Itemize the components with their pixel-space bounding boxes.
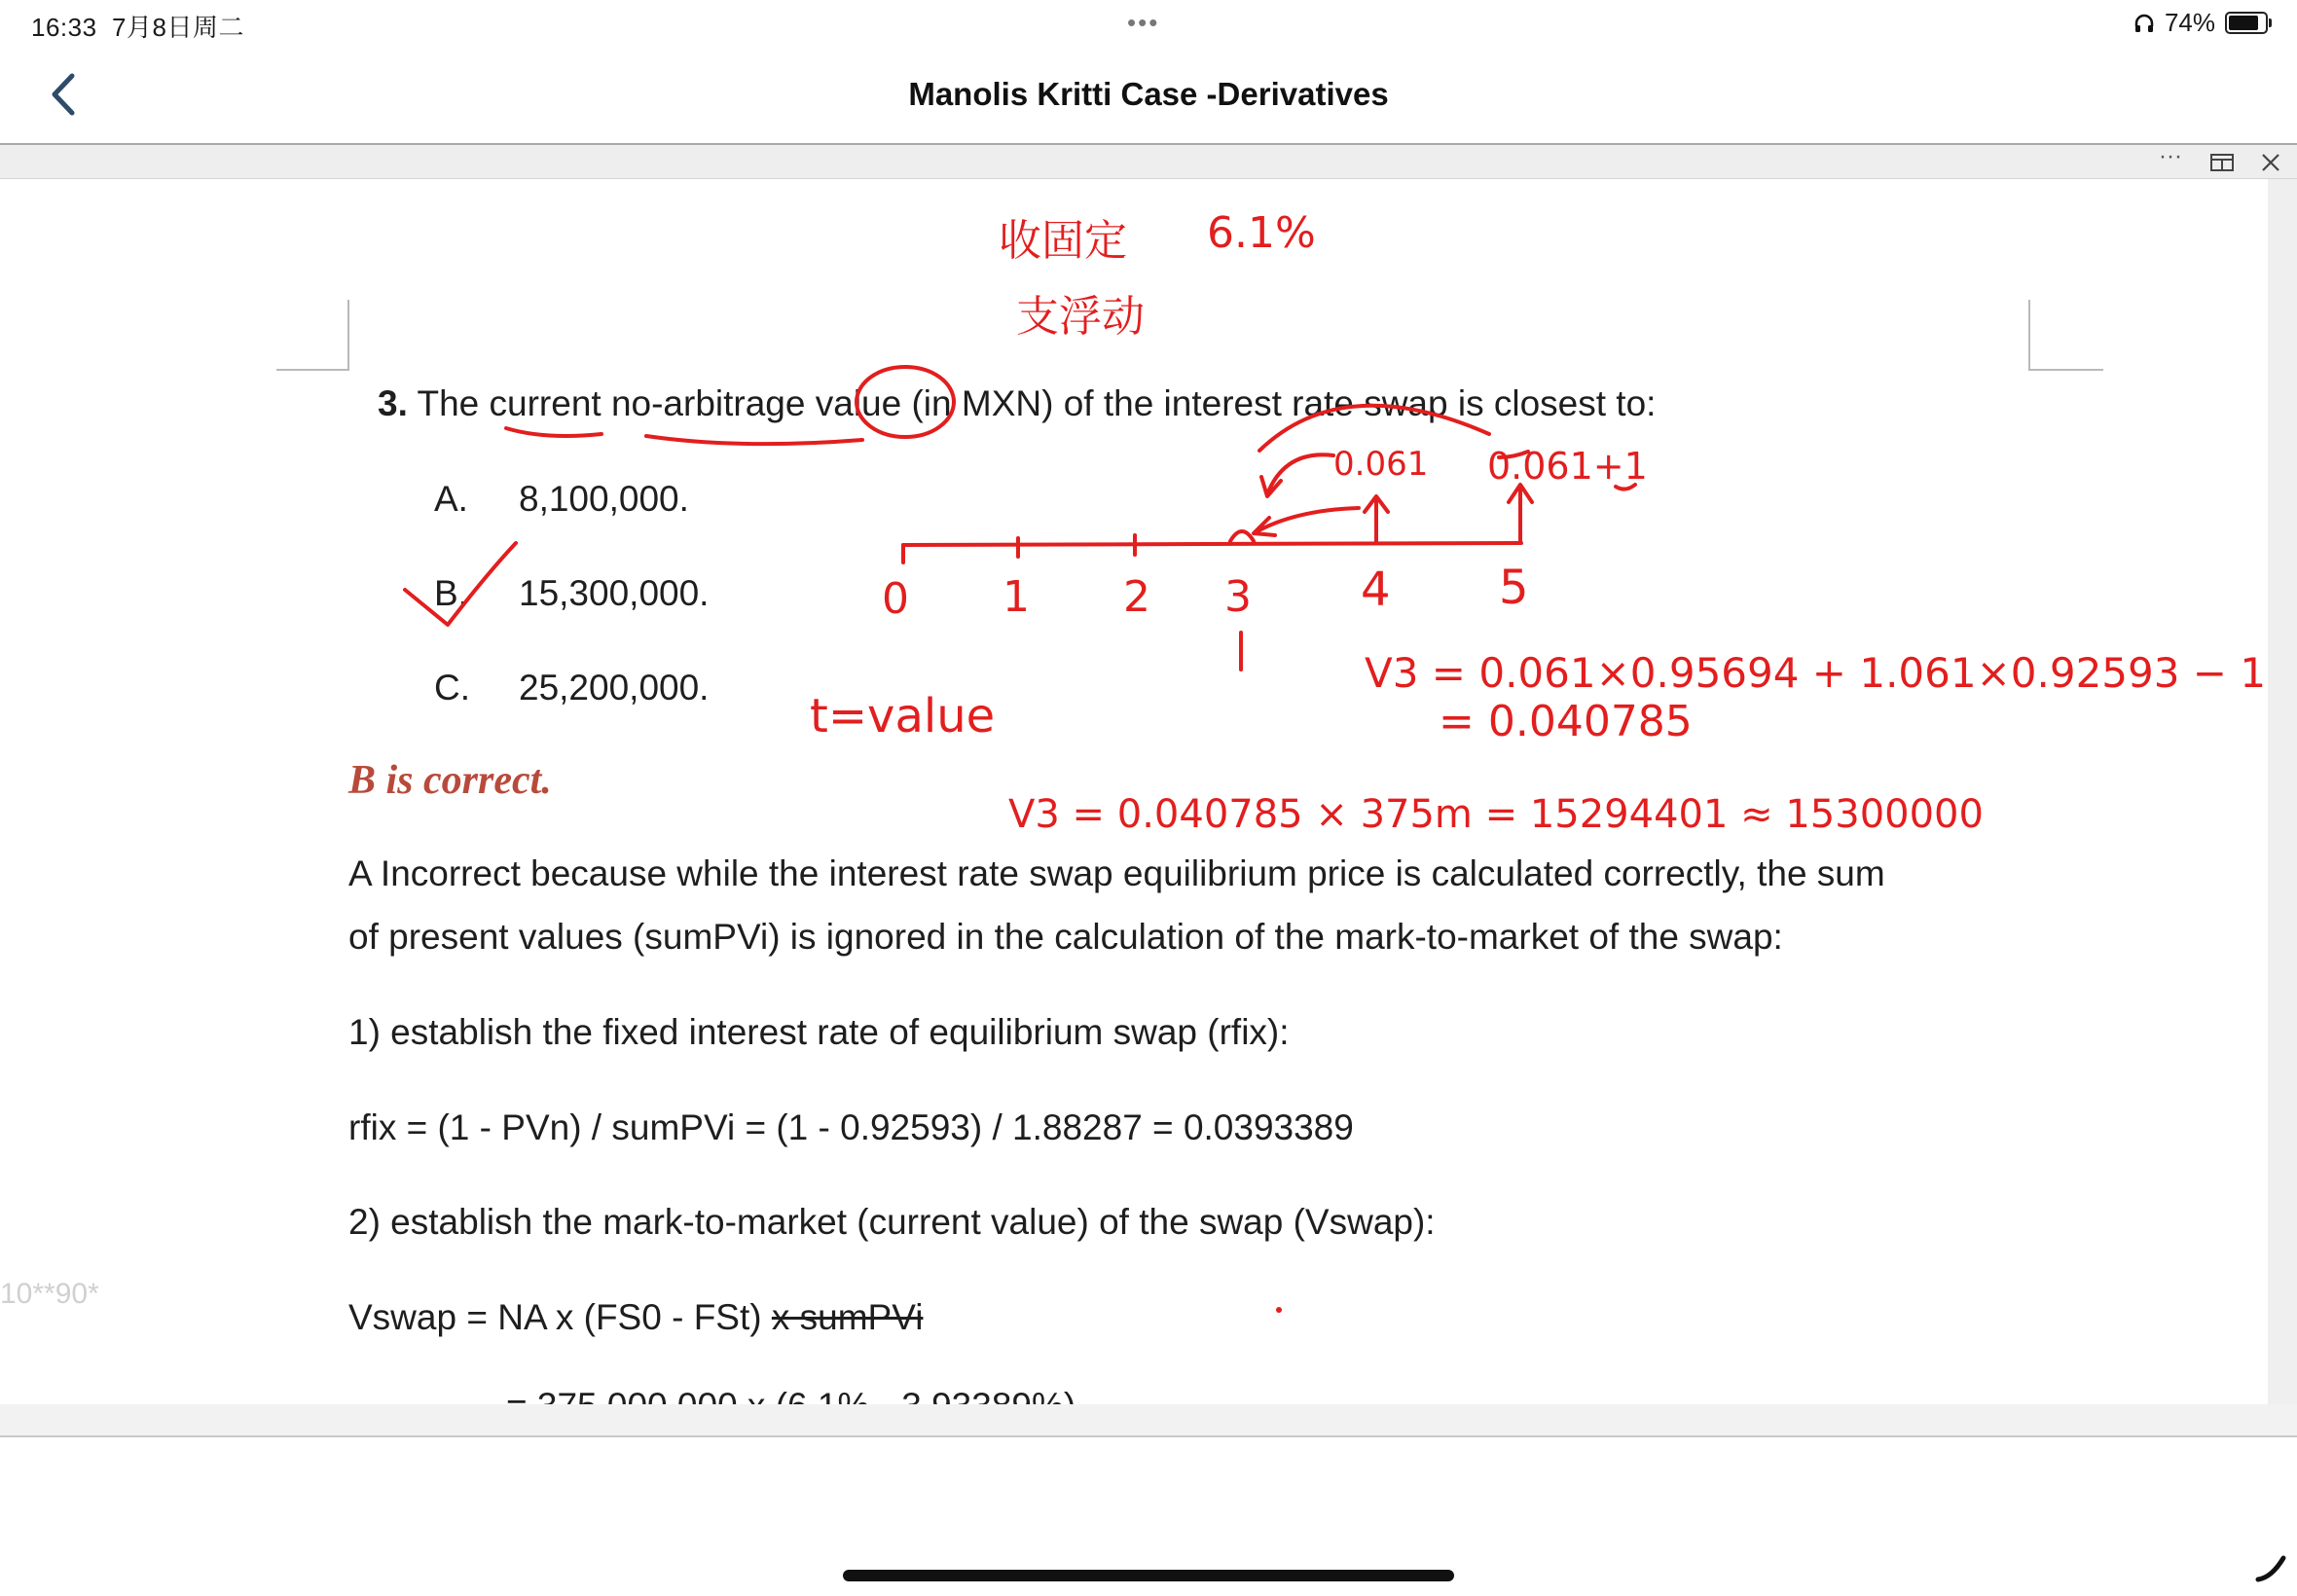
- step-1: 1) establish the fixed interest rate of equilibrium swap (rfix):: [348, 1012, 1290, 1052]
- step-2: 2) establish the mark-to-market (current value) of the swap (Vswap):: [348, 1202, 1436, 1242]
- nav-bar: [0, 49, 2297, 145]
- page-title: Manolis Kritti Case -Derivatives: [908, 76, 1389, 112]
- explanation-line-2: of present values (sumPVi) is ignored in the calculation of the mark-to-market of the swap:: [348, 917, 1783, 957]
- annot-tick-4: 4: [1361, 562, 1391, 617]
- bottom-scroll-area: [0, 1404, 2297, 1437]
- status-bar: [0, 0, 2297, 49]
- more-options-icon[interactable]: ···: [2159, 143, 2182, 169]
- correct-answer: B is correct.: [348, 758, 552, 803]
- crop-mark-left: [273, 292, 360, 375]
- window-mode-icon[interactable]: [2209, 147, 2235, 176]
- watermark: 10**90*: [0, 1278, 99, 1310]
- battery-percent: 74%: [2164, 8, 2215, 37]
- annot-tick-2: 2: [1123, 572, 1150, 622]
- annot-v3-line2: = 0.040785: [1439, 697, 1693, 746]
- multitask-dots[interactable]: •••: [1127, 8, 1160, 37]
- question-number: 3.: [378, 383, 408, 423]
- annot-final-cashflow: 0.061+1: [1487, 445, 1648, 488]
- status-right: [2133, 8, 2268, 38]
- viewer-toolbar: [0, 145, 2297, 179]
- annot-tick-1: 1: [1003, 572, 1030, 622]
- pencil-icon[interactable]: [2254, 1554, 2287, 1583]
- annot-tick-3: 3: [1224, 572, 1252, 622]
- option-a-value: 8,100,000.: [519, 479, 689, 519]
- explanation-line-1: A Incorrect because while the interest rate swap equilibrium price is calculated correctly, the sum: [348, 853, 1885, 893]
- annot-v3-line1: V3 = 0.061×0.95694 + 1.061×0.92593 − 1: [1365, 649, 2267, 697]
- battery-icon: [2225, 12, 2268, 34]
- option-c-letter: C.: [434, 668, 470, 707]
- question-text: The current no-arbitrage value (in MXN) of the interest rate swap is closest to:: [417, 383, 1657, 423]
- annot-rate: 6.1%: [1207, 208, 1316, 258]
- annot-coupon: 0.061: [1333, 445, 1429, 484]
- formula-rfix: rfix = (1 - PVn) / sumPVi = (1 - 0.92593) / 1.88287 = 0.0393389: [348, 1107, 1354, 1147]
- annot-v3-line3: V3 = 0.040785 × 375m = 15294401 ≈ 15300000: [1008, 792, 1984, 837]
- annot-t-value: t=value: [810, 689, 996, 744]
- option-a-letter: A.: [434, 479, 468, 519]
- option-c-value: 25,200,000.: [519, 668, 710, 707]
- home-indicator[interactable]: [843, 1570, 1454, 1581]
- option-b-letter: B.: [434, 573, 468, 613]
- scroll-gutter[interactable]: [2268, 179, 2297, 1404]
- annot-pay-floating: 支浮动: [1016, 292, 1145, 342]
- status-date: 7月8日周二: [112, 13, 244, 42]
- headphones-icon: [2133, 13, 2155, 34]
- close-icon[interactable]: [2258, 147, 2283, 176]
- struck-text: x sumPVi: [771, 1297, 924, 1337]
- cut-off-line: [506, 1386, 1076, 1404]
- status-time: 16:33 7月8日周二: [31, 13, 244, 42]
- battery-fill: [2229, 16, 2258, 30]
- annot-receive-fixed: 收固定: [999, 216, 1127, 266]
- question-line: [378, 383, 1656, 424]
- annot-tick-5: 5: [1499, 561, 1529, 615]
- formula-vswap: Vswap = NA x (FS0 - FSt) x sumPVi: [348, 1297, 924, 1337]
- option-b-value: 15,300,000.: [519, 573, 710, 613]
- crop-mark-right: [2020, 292, 2107, 375]
- annot-tick-0: 0: [882, 574, 909, 624]
